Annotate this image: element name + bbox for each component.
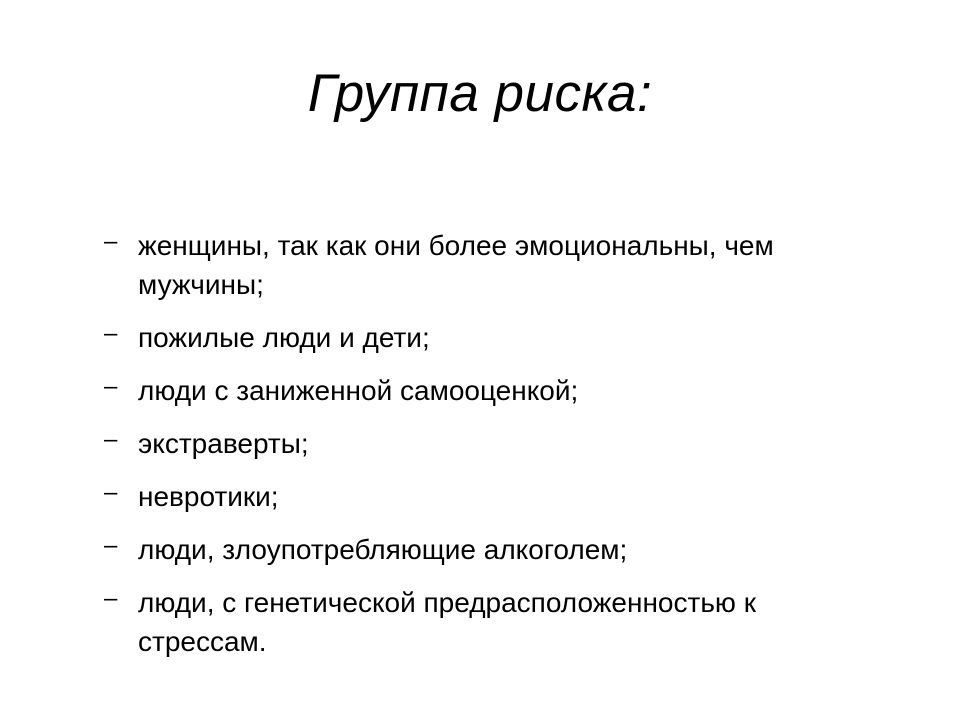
list-item-text: люди, с генетической предрасположенностью к стрессам.: [138, 587, 756, 657]
list-item: [104, 371, 884, 410]
dash-bullet-icon: –: [104, 426, 118, 453]
dash-bullet-icon: –: [104, 320, 118, 347]
list-item: [104, 318, 884, 357]
list-item: [104, 424, 884, 463]
list-item-text: невротики;: [138, 481, 279, 512]
list-item: [104, 530, 884, 569]
bullet-list: [104, 226, 884, 675]
list-item-text: женщины, так как они более эмоциональны, чем мужчины;: [138, 230, 774, 300]
list-item: [104, 477, 884, 516]
list-item-text: люди с заниженной самооценкой;: [138, 375, 579, 406]
dash-bullet-icon: –: [104, 585, 118, 612]
list-item-text: пожилые люди и дети;: [138, 322, 430, 353]
dash-bullet-icon: –: [104, 479, 118, 506]
slide-title: Группа риска:: [307, 64, 653, 123]
list-item: [104, 583, 884, 661]
list-item: [104, 226, 884, 304]
dash-bullet-icon: –: [104, 532, 118, 559]
list-item-text: люди, злоупотребляющие алкоголем;: [138, 534, 628, 565]
list-item-text: экстраверты;: [138, 428, 309, 459]
dash-bullet-icon: –: [104, 373, 118, 400]
dash-bullet-icon: –: [104, 228, 118, 255]
